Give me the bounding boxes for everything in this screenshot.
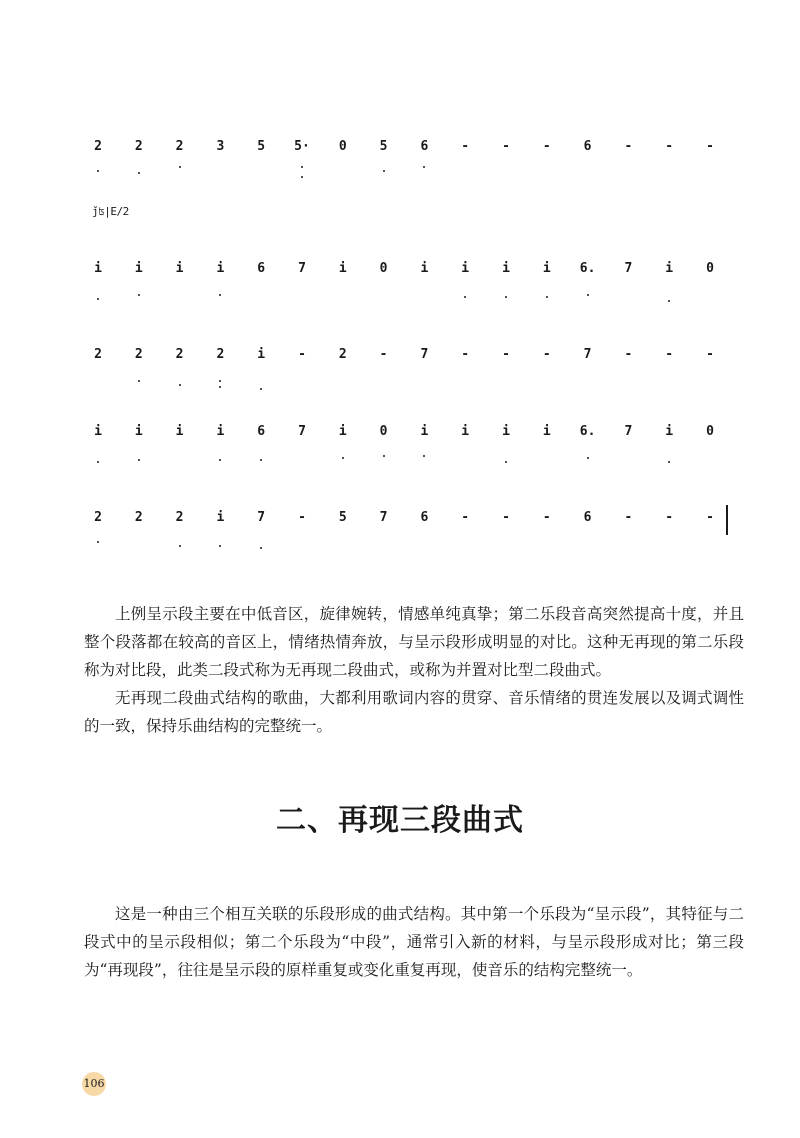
score-note: - [624, 347, 633, 362]
score-note: 2 [94, 139, 102, 154]
score-note: 7 [298, 424, 306, 439]
octave-dot [383, 455, 385, 457]
score-note: 7 [420, 347, 429, 362]
score-note: - [502, 347, 510, 362]
octave-dot [138, 172, 140, 174]
score-note: 5 [338, 510, 347, 525]
score-note: - [665, 347, 674, 362]
octave-dot [260, 459, 262, 461]
octave-dot [97, 170, 99, 172]
score-note: 7 [624, 424, 633, 439]
score-note: 7 [298, 261, 306, 276]
score-note: i [502, 261, 510, 276]
score-note: 5 [257, 139, 266, 154]
score-note: 6 [583, 510, 592, 525]
score-note: i [338, 261, 347, 276]
score-note: 6. [579, 261, 596, 276]
score-note: 6 [583, 139, 592, 154]
score-note: 7 [624, 261, 633, 276]
score-note: 7 [583, 347, 592, 362]
score-note: - [542, 510, 551, 525]
score-note: 0 [379, 261, 388, 276]
octave-dot [668, 461, 670, 463]
score-note: 3 [216, 139, 225, 154]
score-note: i [134, 261, 143, 276]
score-note: 2 [338, 347, 347, 362]
page-number: 106 [82, 1072, 106, 1096]
score-note: 2 [134, 510, 143, 525]
score-note: i [338, 424, 347, 439]
octave-dot [383, 170, 385, 172]
octave-dot [301, 176, 303, 178]
score-note: 2 [94, 347, 102, 362]
score-note: - [298, 347, 306, 362]
octave-dot [464, 296, 466, 298]
score-note: 2 [134, 139, 143, 154]
octave-dot [219, 545, 221, 547]
octave-dot [219, 294, 221, 296]
score-line-4 [88, 425, 748, 459]
score-note: i [175, 424, 184, 439]
octave-dot [668, 300, 670, 302]
octave-dot [423, 455, 425, 457]
octave-dot [301, 166, 303, 168]
score-note: 7 [257, 510, 266, 525]
score-note: - [624, 510, 633, 525]
score-note: i [542, 261, 551, 276]
score-note: i [461, 424, 470, 439]
score-note: - [542, 347, 551, 362]
score-note: i [502, 424, 510, 439]
score-note: 6 [420, 139, 429, 154]
score-note: 2 [175, 510, 184, 525]
score-note: - [706, 347, 714, 362]
score-note: 2 [134, 347, 143, 362]
octave-dot [546, 296, 548, 298]
score-line-2 [88, 262, 748, 296]
octave-dot [179, 545, 181, 547]
score-note: 2 [216, 347, 225, 362]
score-note: - [706, 139, 714, 154]
octave-dot [179, 166, 181, 168]
score-note: 0 [706, 261, 714, 276]
score-note: 5· [294, 139, 310, 154]
score-note: 0 [379, 424, 388, 439]
tempo-marking: ǰʦ|E/2 [92, 205, 129, 218]
score-note: - [461, 347, 470, 362]
score-note: - [542, 139, 551, 154]
octave-dot [219, 386, 221, 388]
score-note: 6. [579, 424, 596, 439]
octave-dot [219, 380, 221, 382]
score-note: i [665, 261, 674, 276]
score-note: - [624, 139, 633, 154]
score-note: - [706, 510, 714, 525]
score-note: i [134, 424, 143, 439]
score-note: i [216, 261, 225, 276]
octave-dot [587, 457, 589, 459]
octave-dot [260, 547, 262, 549]
octave-dot [97, 541, 99, 543]
score-note: 6 [420, 510, 429, 525]
score-note: 2 [94, 510, 102, 525]
octave-dot [505, 296, 507, 298]
octave-dot [138, 294, 140, 296]
score-note: i [420, 424, 429, 439]
score-note: - [461, 139, 470, 154]
score-line-5 [88, 511, 748, 545]
octave-dot [97, 298, 99, 300]
score-note: 2 [175, 347, 184, 362]
score-note: 2 [175, 139, 184, 154]
score-note: i [216, 510, 225, 525]
score-note: i [216, 424, 225, 439]
octave-dot [342, 457, 344, 459]
body-text-upper [84, 600, 744, 740]
octave-dot [219, 459, 221, 461]
paragraph: 上例呈示段主要在中低音区，旋律婉转，情感单纯真挚；第二乐段音高突然提高十度，并且整个段落都在较高的音区上，情绪热情奔放，与呈示段形成明显的对比。这种无再现的第二乐段称为对比段，此类二段式称为无再现二段曲式，或称为并置对比型二段曲式。 [84, 605, 744, 679]
paragraph: 无再现二段曲式结构的歌曲，大都利用歌词内容的贯穿、音乐情绪的贯连发展以及调式调性的一致，保持乐曲结构的完整统一。 [84, 689, 744, 735]
score-note: - [665, 510, 674, 525]
octave-dot [587, 294, 589, 296]
score-note: 6 [257, 424, 266, 439]
score-note: - [502, 510, 510, 525]
score-note: 5 [379, 139, 388, 154]
score-line-1 [88, 140, 748, 174]
end-barline [726, 505, 728, 535]
score-note: i [665, 424, 674, 439]
score-note: 0 [338, 139, 347, 154]
octave-dot [423, 166, 425, 168]
octave-dot [179, 384, 181, 386]
score-note: i [175, 261, 184, 276]
score-note: 0 [706, 424, 714, 439]
score-note: i [461, 261, 470, 276]
paragraph: 这是一种由三个相互关联的乐段形成的曲式结构。其中第一个乐段为“呈示段”，其特征与二段式中的呈示段相似；第二个乐段为“中段”，通常引入新的材料，与呈示段形成对比；第三段为“再现段”，往往是呈示段的原样重复或变化重复再现，使音乐的结构完整统一。 [84, 905, 744, 979]
octave-dot [138, 459, 140, 461]
score-line-3 [88, 348, 748, 382]
score-note: - [502, 139, 510, 154]
score-note: i [94, 261, 102, 276]
score-note: 7 [379, 510, 388, 525]
octave-dot [260, 388, 262, 390]
score-note: 6 [257, 261, 266, 276]
score-note: i [542, 424, 551, 439]
octave-dot [505, 461, 507, 463]
octave-dot [97, 461, 99, 463]
score-note: - [665, 139, 674, 154]
score-note: i [257, 347, 266, 362]
octave-dot [138, 380, 140, 382]
score-note: - [298, 510, 306, 525]
score-note: - [379, 347, 388, 362]
section-title: 二、再现三段曲式 [276, 803, 524, 838]
score-note: i [94, 424, 102, 439]
score-note: i [420, 261, 429, 276]
score-note: - [461, 510, 470, 525]
body-text-lower [84, 900, 744, 984]
